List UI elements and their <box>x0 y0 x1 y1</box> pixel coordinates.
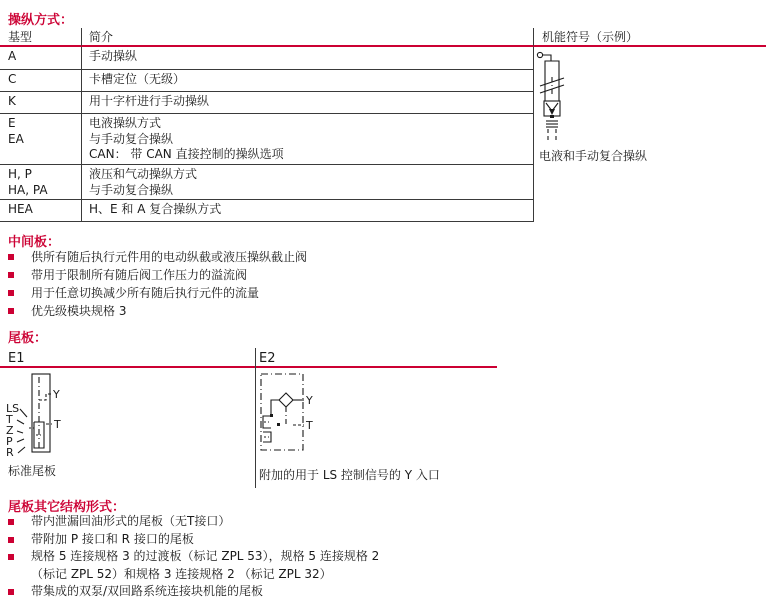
section-heading-middle-plate: 中间板： <box>8 235 61 250</box>
panel-label-e1: E1 <box>8 351 25 366</box>
operation-table <box>0 28 766 222</box>
row-type: H, P HA, PA <box>0 165 81 200</box>
col-header-base-type: 基型 <box>0 28 81 47</box>
row-type: E EA <box>0 114 81 165</box>
section-heading-end-plate-other: 尾板其它结构形式： <box>8 500 126 515</box>
row-type: HEA <box>0 200 81 222</box>
svg-text:T: T <box>54 418 61 431</box>
row-type: A <box>0 47 81 70</box>
list-item: 供所有随后执行元件用的电动纵截或液压操纵截止阀 <box>8 248 307 266</box>
col-header-description: 简介 <box>81 28 533 47</box>
ls-signal-end-plate-symbol-icon <box>259 372 339 458</box>
col-header-symbol: 机能符号（示例） <box>533 28 766 47</box>
row-type: C <box>0 70 81 92</box>
row-desc: H、E 和 A 复合操纵方式 <box>81 200 533 222</box>
row-desc: 手动操纵 <box>81 47 533 70</box>
end-plate-other-list <box>8 513 379 601</box>
svg-text:T: T <box>306 419 313 432</box>
panel-label-e2: E2 <box>259 351 276 366</box>
divider-red-rule <box>0 366 497 368</box>
list-item: 用于任意切换减少所有随后执行元件的流量 <box>8 284 307 302</box>
list-item: 带用于限制所有随后阀工作压力的溢流阀 <box>8 266 307 284</box>
svg-text:T: T <box>6 413 13 426</box>
row-desc: 液压和气动操纵方式 与手动复合操纵 <box>81 165 533 200</box>
svg-text:P: P <box>6 435 13 448</box>
panel-caption-e2: 附加的用于 LS 控制信号的 Y 入口 <box>259 468 440 482</box>
pilot-operation-symbol-icon <box>535 49 575 147</box>
row-desc: 用十字杆进行手动操纵 <box>81 92 533 114</box>
svg-text:Z: Z <box>6 424 14 437</box>
symbol-caption: 电液和手动复合操纵 <box>539 149 648 163</box>
section-heading-end-plate: 尾板： <box>8 331 48 346</box>
list-item: 优先级模块规格 3 <box>8 302 307 320</box>
symbol-cell <box>533 47 766 222</box>
row-desc: 电液操纵方式 与手动复合操纵 CAN： 带 CAN 直接控制的操纵选项 <box>81 114 533 165</box>
svg-text:LS: LS <box>6 402 20 415</box>
svg-text:Y: Y <box>306 394 313 407</box>
middle-plate-list <box>8 248 307 320</box>
list-item: 带内泄漏回油形式的尾板（无T接口） <box>8 513 379 531</box>
list-item: 带附加 P 接口和 R 接口的尾板 <box>8 531 379 549</box>
divider-vertical-rule <box>255 348 256 488</box>
list-item: 带集成的双泵/双回路系统连接块机能的尾板 <box>8 583 379 601</box>
row-type: K <box>0 92 81 114</box>
standard-end-plate-symbol-icon <box>6 372 68 462</box>
section-heading-operation: 操纵方式： <box>8 13 74 28</box>
svg-text:R: R <box>6 446 14 459</box>
svg-text:Y: Y <box>53 388 60 401</box>
list-item: 规格 5 连接规格 3 的过渡板（标记 ZPL 53），规格 5 连接规格 2 （标记 ZPL 52）和规格 3 连接规格 2 （标记 ZPL 32） <box>8 548 379 583</box>
panel-caption-e1: 标准尾板 <box>8 464 57 478</box>
row-desc: 卡槽定位（无级） <box>81 70 533 92</box>
